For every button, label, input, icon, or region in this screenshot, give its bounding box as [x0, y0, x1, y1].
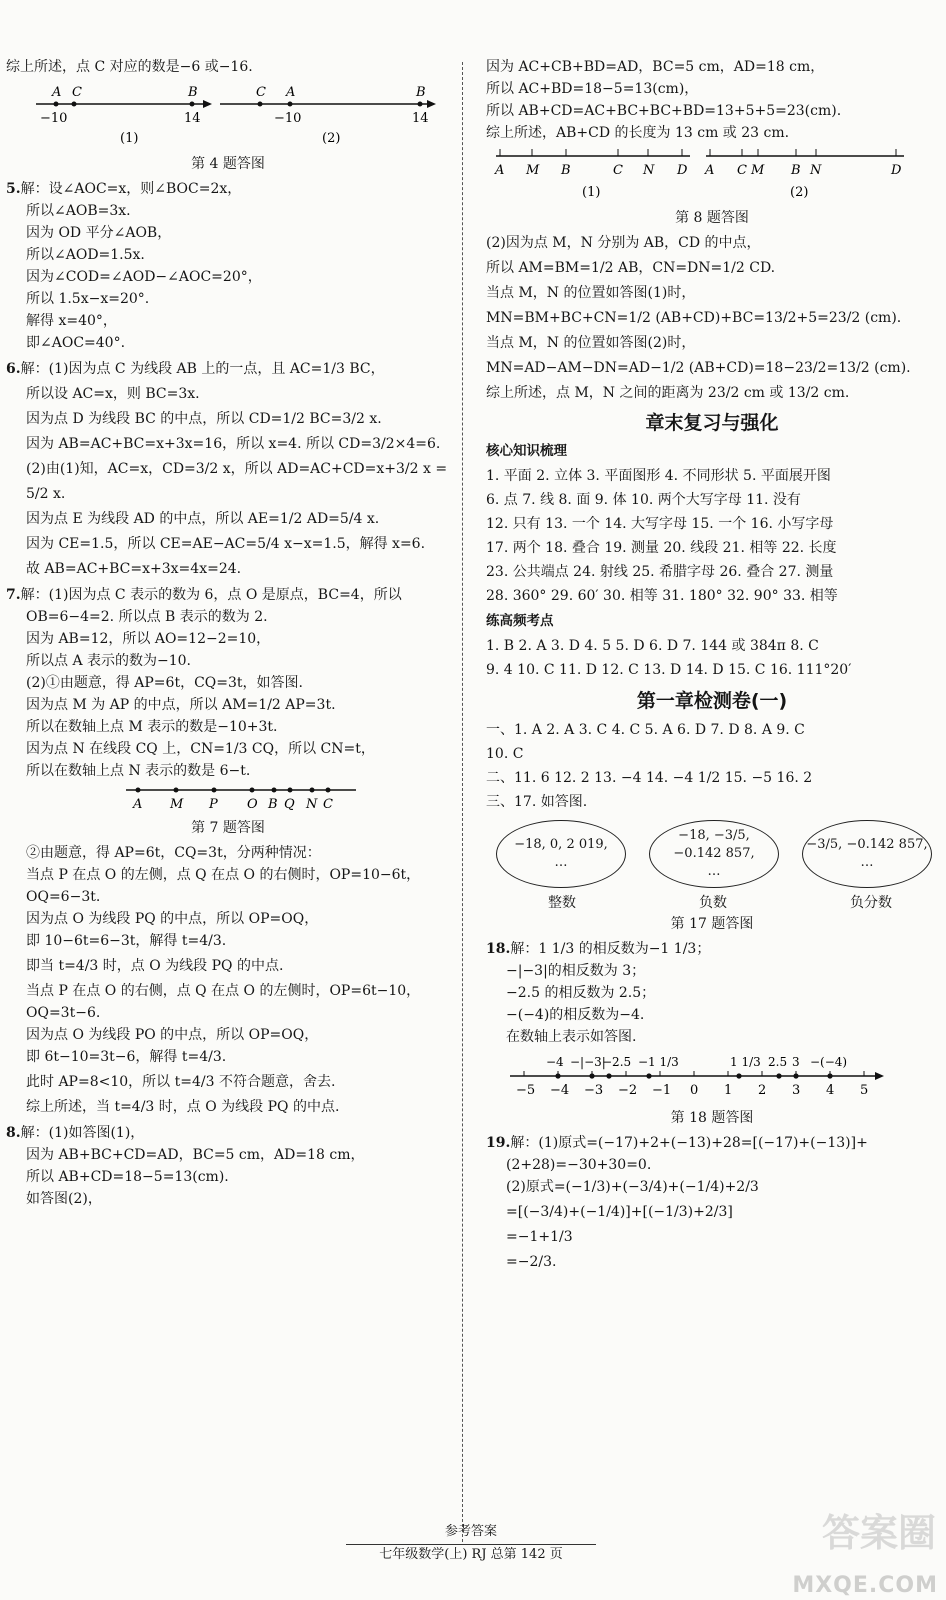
q19-line: =[(−3/4)+(−1/4)]+[(−1/3)+2/3]	[506, 1204, 733, 1220]
q19-line: (2)原式=(−1/3)+(−3/4)+(−1/4)+2/3	[506, 1179, 759, 1195]
fig7-label-n: N	[306, 797, 318, 812]
q7-line: 因为点 O 为线段 PO 的中点，所以 OP=OQ，	[26, 1027, 319, 1043]
q7-line: 所以在数轴上点 N 表示的数是 6−t.	[26, 763, 251, 779]
fig18-label: −1 1/3	[638, 1055, 679, 1069]
q5-line: 因为 OD 平分∠AOB，	[26, 225, 172, 241]
fig4-d1-tick-0: −10	[40, 111, 68, 126]
q6-line: 因为 AB=AC+BC=x+3x=16，所以 x=4. 所以 CD=3/2×4=6.	[26, 436, 441, 452]
fig8-d2-sub: (2)	[790, 185, 809, 200]
fig7-caption: 第 7 题答图	[191, 820, 265, 836]
q18-number: 18.	[486, 941, 511, 957]
q8-part2-line: MN=BM+BC+CN=1/2 (AB+CD)+BC=13/2+5=23/2 (cm).	[486, 310, 902, 326]
fig4-d2-label-b: B	[416, 85, 426, 100]
q18-line: −(−4)的相反数为−4.	[506, 1007, 645, 1023]
fig18-tick: −4	[550, 1083, 570, 1098]
q18-line: −|−3|的相反数为 3；	[506, 963, 646, 979]
fig18-label: 1 1/3	[730, 1055, 761, 1069]
q18-line: −2.5 的相反数为 2.5；	[506, 985, 656, 1001]
fig18-tick: 3	[792, 1083, 801, 1098]
fig4-d2-tick-1: 14	[412, 111, 429, 126]
question-19	[486, 1132, 938, 1273]
watermark-logo	[738, 1496, 946, 1600]
q7-line: 综上所述，当 t=4/3 时，点 O 为线段 PQ 的中点.	[26, 1099, 340, 1115]
fig4-caption: 第 4 题答图	[191, 156, 265, 172]
footer-title: 参考答案	[346, 1522, 596, 1545]
fig18-label: 2.5	[768, 1055, 788, 1069]
fig18-label: −4	[546, 1055, 564, 1069]
fig17-sets	[486, 814, 938, 888]
fig18-caption: 第 18 题答图	[670, 1110, 754, 1126]
q5-line: 解得 x=40°，	[26, 313, 117, 329]
q6-line: 因为点 E 为线段 AD 的中点，所以 AE=1/2 AD=5/4 x.	[26, 511, 380, 527]
fig18-tick: 1	[724, 1083, 733, 1098]
q8-cont-line: 所以 AC+BD=18−5=13(cm)，	[486, 81, 699, 97]
fig8-d1-label: D	[677, 163, 688, 178]
question-7	[6, 584, 450, 1118]
fig4-d1-sub: (1)	[120, 131, 139, 146]
fig8-caption: 第 8 题答图	[675, 210, 749, 226]
q7-line: 当点 P 在点 O 的左侧，点 Q 在点 O 的右侧时，OP=10−6t，	[26, 867, 421, 883]
question-6	[6, 358, 450, 580]
set-line: …	[707, 864, 721, 879]
q5-line: 所以∠AOB=3x.	[26, 203, 131, 219]
core-row: 17. 两个 18. 叠合 19. 测量 20. 线段 21. 相等 22. 长度	[486, 540, 837, 556]
fig4-number-lines	[6, 78, 446, 148]
freq-heading: 练高频考点	[486, 613, 554, 629]
q7-line: 即 10−6t=6−3t，解得 t=4/3.	[26, 933, 227, 949]
q8-line: 所以 AB+CD=18−5=13(cm).	[26, 1169, 229, 1185]
fig7-label-o: O	[247, 797, 258, 812]
fig18-tick: 5	[860, 1083, 869, 1098]
fig18-label: −2.5	[602, 1055, 632, 1069]
q8-part2-line: MN=AD−AM−DN=AD−1/2 (AB+CD)=18−23/2=13/2 (cm).	[486, 360, 911, 376]
core-heading: 核心知识梳理	[486, 443, 567, 459]
q19-number: 19.	[486, 1135, 511, 1151]
set-line: −18, 0, 2 019,	[514, 837, 608, 852]
fig4-d2-label-a: A	[286, 85, 296, 100]
q7-line: 此时 AP=8<10，所以 t=4/3 不符合题意，舍去.	[26, 1074, 336, 1090]
q7-line: (2)①由题意，得 AP=6t，CQ=3t，如答图.	[26, 675, 303, 691]
set-line: …	[554, 855, 568, 870]
fig18-tick: 0	[690, 1083, 699, 1098]
fig18-tick: −5	[516, 1083, 536, 1098]
test-row: 一、1. A 2. A 3. C 4. C 5. A 6. D 7. D 8. A 9. C	[486, 722, 805, 738]
q8-part2-line: 当点 M，N 的位置如答图(1)时，	[486, 285, 696, 301]
q8-cont-line: 所以 AB+CD=AC+BC+BC+BD=13+5+5=23(cm).	[486, 103, 842, 119]
fig7-label-a: A	[133, 797, 143, 812]
q8-number: 8.	[6, 1125, 21, 1141]
right-column	[486, 56, 938, 1277]
fig18-tick: 4	[826, 1083, 835, 1098]
fig18-tick: −1	[652, 1083, 672, 1098]
q8-line: 解：(1)如答图(1)，	[20, 1125, 145, 1141]
freq-row: 1. B 2. A 3. D 4. 5 5. D 6. D 7. 144 或 384π 8. C	[486, 638, 819, 654]
core-row: 28. 360° 29. 60′ 30. 相等 31. 180° 32. 90° 33. 相等	[486, 588, 838, 604]
q6-line: 因为点 D 为线段 BC 的中点，所以 CD=1/2 BC=3/2 x.	[26, 411, 382, 427]
fig7-label-c: C	[323, 797, 333, 812]
review-title: 章末复习与强化	[645, 412, 779, 434]
fig7-label-m: M	[170, 797, 184, 812]
fig8-d1-label: M	[526, 163, 540, 178]
fig4-d1-tick-1: 14	[184, 111, 201, 126]
fig18-tick: 2	[758, 1083, 767, 1098]
set-integers	[496, 820, 626, 888]
q7-line: 因为 AB=12，所以 AO=12−2=10，	[26, 631, 271, 647]
fig8-segments	[486, 144, 938, 202]
set-negatives	[649, 820, 779, 888]
q19-line: =−1+1/3	[506, 1229, 573, 1245]
question-5	[6, 178, 450, 354]
q7-line: 解：(1)因为点 C 表示的数为 6，点 O 是原点，BC=4，所以	[20, 587, 402, 603]
set-line: −18, −3/5,	[678, 828, 750, 843]
q18-line: 解：1 1/3 的相反数为−1 1/3；	[510, 941, 711, 957]
q7-line: OQ=6−3t.	[26, 889, 101, 905]
q5-line: 所以 1.5x−x=20°.	[26, 291, 150, 307]
q8-line: 如答图(2)，	[26, 1191, 102, 1207]
q7-line: 因为点 M 为 AP 的中点，所以 AM=1/2 AP=3t.	[26, 697, 336, 713]
set-label: 负分数	[850, 895, 892, 911]
fig8-d1-label: C	[613, 163, 623, 178]
q7-line: 因为点 N 在线段 CQ 上，CN=1/3 CQ，所以 CN=t，	[26, 741, 375, 757]
q5-line: 即∠AOC=40°.	[26, 335, 126, 351]
question-8	[6, 1122, 450, 1210]
q8-line: 因为 AB+BC+CD=AD，BC=5 cm，AD=18 cm，	[26, 1147, 365, 1163]
q5-line: 因为∠COD=∠AOD−∠AOC=20°，	[26, 269, 262, 285]
fig4-d1-label-c: C	[72, 85, 82, 100]
fig18-number-line	[486, 1048, 938, 1102]
fig18-label: 3	[792, 1055, 800, 1069]
fig8-d2-label: N	[810, 163, 822, 178]
fig18-label: −(−4)	[810, 1055, 848, 1069]
q6-line: 所以设 AC=x，则 BC=3x.	[26, 386, 200, 402]
q5-line: 所以∠AOD=1.5x.	[26, 247, 145, 263]
q6-line: 故 AB=AC+BC=x+3x=4x=24.	[26, 561, 242, 577]
column-divider	[462, 62, 463, 1542]
fig7-number-line	[6, 782, 446, 812]
fig8-d1-label: B	[561, 163, 571, 178]
q7-line: ②由题意，得 AP=6t，CQ=3t，分两种情况：	[26, 845, 321, 861]
q6-line: 解：(1)因为点 C 为线段 AB 上的一点，且 AC=1/3 BC，	[20, 361, 385, 377]
q19-line: (2+28)=−30+30=0.	[506, 1157, 652, 1173]
core-row: 6. 点 7. 线 8. 面 9. 体 10. 两个大写字母 11. 没有	[486, 492, 801, 508]
fig4-d1-label-b: B	[188, 85, 198, 100]
fig8-d1-label: N	[643, 163, 655, 178]
q19-line: =−2/3.	[506, 1254, 557, 1270]
q18-line: 在数轴上表示如答图.	[506, 1029, 637, 1045]
q8-cont-line: 综上所述，AB+CD 的长度为 13 cm 或 23 cm.	[486, 125, 790, 141]
q7-line: 所以在数轴上点 M 表示的数是−10+3t.	[26, 719, 278, 735]
test-row: 二、11. 6 12. 2 13. −4 14. −4 1/2 15. −5 16. 2	[486, 770, 813, 786]
q5-line: 解：设∠AOC=x，则∠BOC=2x，	[20, 181, 242, 197]
set-label: 负数	[699, 895, 727, 911]
core-row: 12. 只有 13. 一个 14. 大写字母 15. 一个 16. 小写字母	[486, 516, 834, 532]
fig8-d2-label: M	[751, 163, 765, 178]
q6-number: 6.	[6, 361, 21, 377]
footer-subtitle: 七年级数学(上) RJ 总第 142 页	[379, 1547, 563, 1562]
q6-line: 5/2 x.	[26, 486, 66, 502]
set-label: 整数	[548, 895, 576, 911]
set-negative-fractions	[802, 820, 932, 888]
q8-part2-line: 当点 M，N 的位置如答图(2)时，	[486, 335, 696, 351]
core-row: 23. 公共端点 24. 射线 25. 希腊字母 26. 叠合 27. 测量	[486, 564, 834, 580]
q6-line: (2)由(1)知，AC=x，CD=3/2 x，所以 AD=AC+CD=x+3/2 x =	[26, 461, 448, 477]
q7-line: OQ=3t−6.	[26, 1005, 101, 1021]
set-line: …	[860, 855, 874, 870]
q7-line: 当点 P 在点 O 的右侧，点 Q 在点 O 的左侧时，OP=6t−10，	[26, 983, 421, 999]
fig8-d1-sub: (1)	[582, 185, 601, 200]
fig4-d2-label-c: C	[256, 85, 266, 100]
fig18-tick: −3	[584, 1083, 604, 1098]
fig7-label-p: P	[209, 797, 218, 812]
set-line: −0.142 857,	[673, 846, 755, 861]
test-row: 三、17. 如答图.	[486, 794, 588, 810]
q8-part2-line: 综上所述，点 M，N 之间的距离为 23/2 cm 或 13/2 cm.	[486, 385, 850, 401]
q7-line: OB=6−4=2. 所以点 B 表示的数为 2.	[26, 609, 268, 625]
test-row: 10. C	[486, 746, 524, 762]
fig8-d2-label: A	[705, 163, 715, 178]
set-line: −3/5, −0.142 857,	[806, 837, 928, 852]
q8-cont-line: 因为 AC+CB+BD=AD，BC=5 cm，AD=18 cm，	[486, 59, 825, 75]
fig8-d2-label: C	[737, 163, 747, 178]
fig7-label-q: Q	[284, 797, 295, 812]
fig8-d2-label: D	[891, 163, 902, 178]
fig17-labels	[486, 888, 938, 912]
core-row: 1. 平面 2. 立体 3. 平面图形 4. 不同形状 5. 平面展开图	[486, 468, 831, 484]
test-title: 第一章检测卷(一)	[636, 690, 788, 712]
watermark-text: 答案圈	[821, 1511, 936, 1555]
q8-part2-line: 所以 AM=BM=1/2 AB，CN=DN=1/2 CD.	[486, 260, 776, 276]
fig18-tick: −2	[618, 1083, 638, 1098]
q7-line: 所以点 A 表示的数为−10.	[26, 653, 192, 669]
fig18-label: −|−3|	[570, 1055, 606, 1069]
page-footer	[346, 1522, 596, 1565]
left-column	[6, 56, 450, 1214]
q5-number: 5.	[6, 181, 21, 197]
fig4-d2-sub: (2)	[322, 131, 341, 146]
fig8-d1-label: A	[495, 163, 505, 178]
q8-part2-line: (2)因为点 M，N 分别为 AB，CD 的中点，	[486, 235, 761, 251]
freq-row: 9. 4 10. C 11. D 12. C 13. D 14. D 15. C 16. 111°20′	[486, 662, 852, 678]
fig17-caption: 第 17 题答图	[670, 916, 754, 932]
fig8-d2-label: B	[791, 163, 801, 178]
question-18	[486, 938, 938, 1128]
q7-number: 7.	[6, 587, 21, 603]
watermark-url: MXQE.COM	[792, 1573, 938, 1598]
q6-line: 因为 CE=1.5，所以 CE=AE−AC=5/4 x−x=1.5，解得 x=6.	[26, 536, 426, 552]
conclusion-line: 综上所述，点 C 对应的数是−6 或−16.	[6, 59, 253, 75]
q7-line: 即当 t=4/3 时，点 O 为线段 PQ 的中点.	[26, 958, 284, 974]
fig7-label-b: B	[268, 797, 278, 812]
q19-line: 解：(1)原式=(−17)+2+(−13)+28=[(−17)+(−13)]+	[510, 1135, 868, 1151]
q7-line: 即 6t−10=3t−6，解得 t=4/3.	[26, 1049, 227, 1065]
q7-line: 因为点 O 为线段 PQ 的中点，所以 OP=OQ，	[26, 911, 319, 927]
fig4-d1-label-a: A	[52, 85, 62, 100]
fig4-d2-tick-0: −10	[274, 111, 302, 126]
